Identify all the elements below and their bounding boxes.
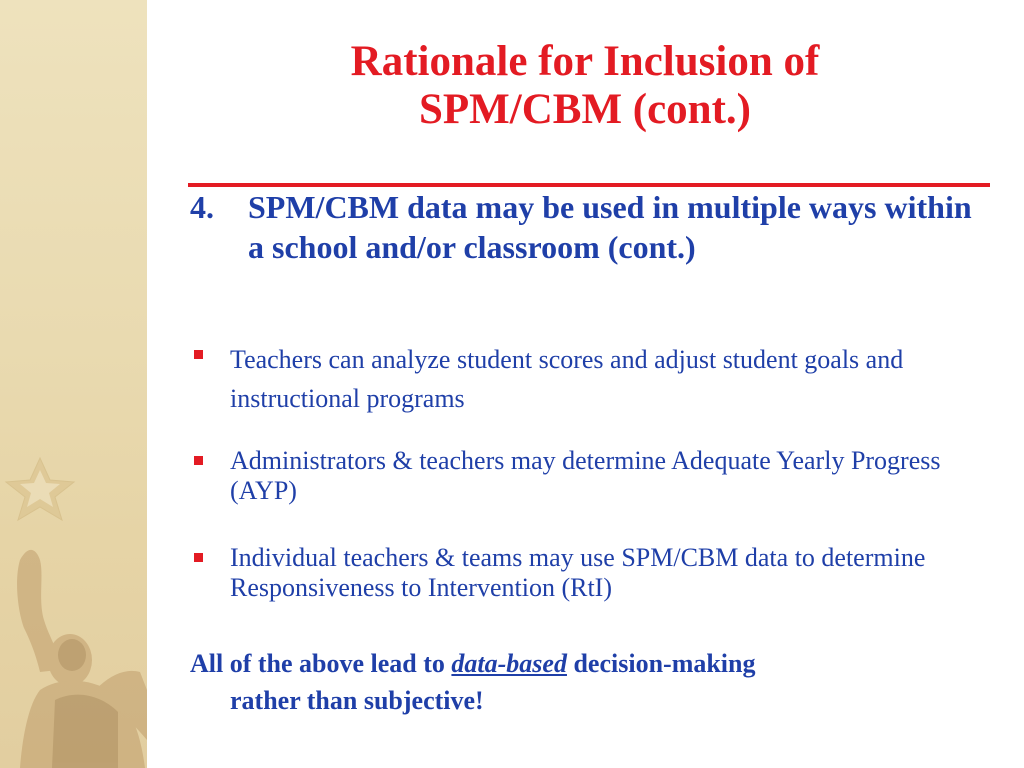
bullet-text: Administrators & teachers may determine Adequate Yearly Progress (AYP) — [230, 446, 941, 505]
main-point-number: 4. — [190, 189, 214, 225]
side-decoration-panel — [0, 0, 147, 768]
list-item — [190, 446, 980, 506]
conclusion-statement — [190, 645, 980, 719]
conclusion-text-after: decision-making — [566, 649, 756, 678]
list-item — [190, 340, 980, 418]
main-point-text: SPM/CBM data may be used in multiple ways within a school and/or classroom (cont.) — [248, 189, 972, 265]
bullet-text: Teachers can analyze student scores and adjust student goals and instructional programs — [230, 345, 904, 413]
bullet-text: Individual teachers & teams may use SPM/CBM data to determine Responsiveness to Intervention (RtI) — [230, 543, 926, 602]
bullet-square-icon — [194, 456, 203, 465]
title-line-1: Rationale for Inclusion of — [350, 38, 820, 85]
bullet-square-icon — [194, 350, 203, 359]
bullet-square-icon — [194, 553, 203, 562]
title-line-2: SPM/CBM (cont.) — [419, 86, 751, 133]
list-item — [190, 543, 980, 603]
conclusion-emphasis: data-based — [451, 649, 567, 678]
conclusion-text-before: All of the above lead to — [190, 649, 452, 678]
star-illustration-icon — [0, 0, 147, 768]
page-title — [180, 38, 990, 134]
conclusion-line-2: rather than subjective! — [230, 686, 484, 715]
main-point — [190, 187, 990, 267]
